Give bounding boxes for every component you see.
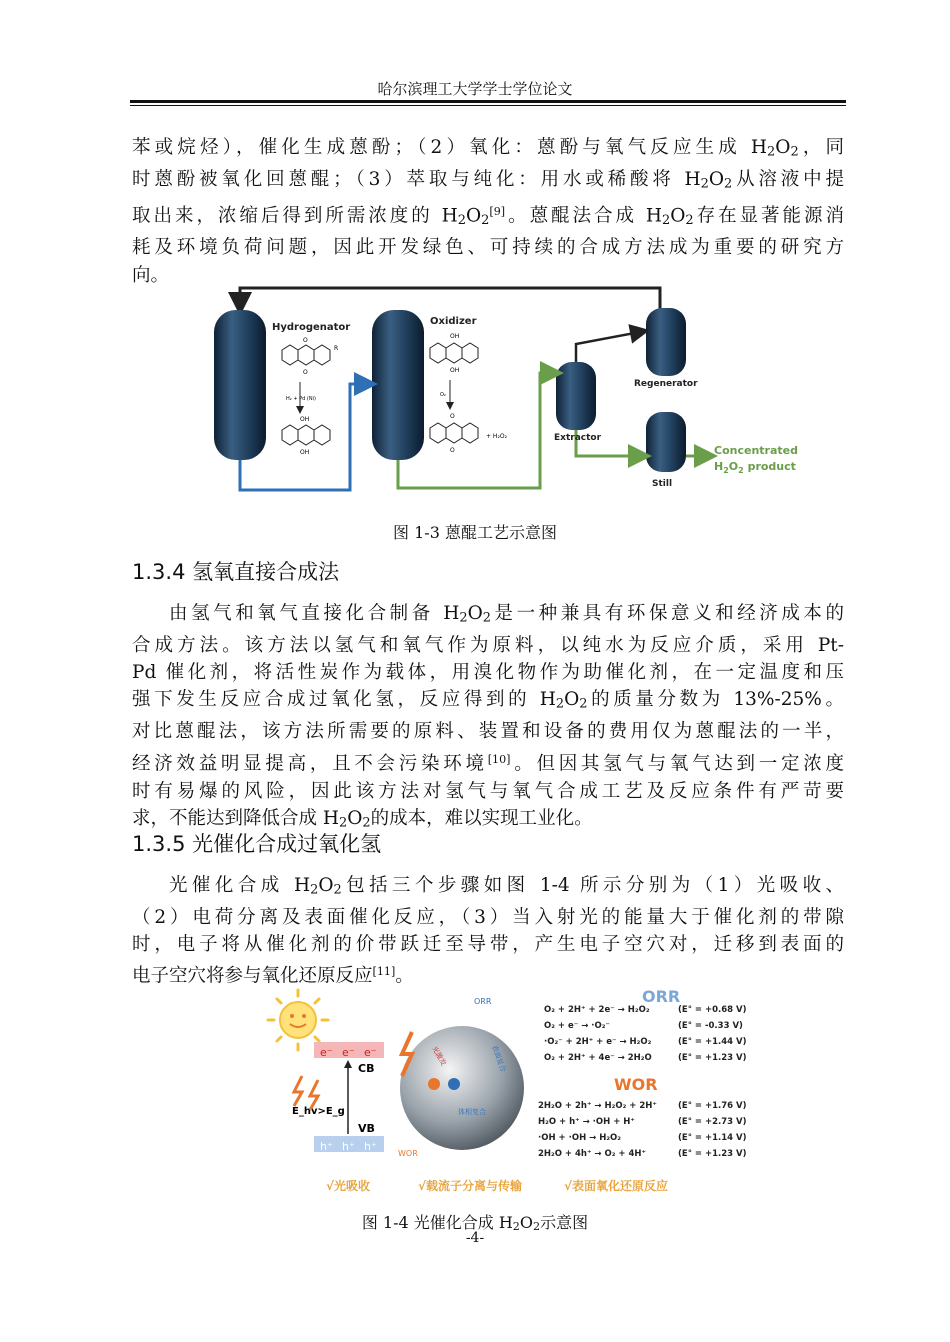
- svg-text:H₂O + h⁺ → ·OH + H⁺: H₂O + h⁺ → ·OH + H⁺: [538, 1117, 635, 1127]
- anthrahydroquinone-molecule: [282, 425, 330, 445]
- svg-text:2H₂O + 2h⁺ → H₂O₂ + 2H⁺: 2H₂O + 2h⁺ → H₂O₂ + 2H⁺: [538, 1101, 657, 1111]
- regenerator-tank: [646, 308, 686, 376]
- extractor-tank: [556, 362, 596, 430]
- svg-text:OH: OH: [450, 333, 460, 340]
- svg-text:O: O: [450, 447, 455, 454]
- svg-text:R: R: [334, 345, 339, 352]
- svg-text:(E° = +2.73 V): (E° = +2.73 V): [678, 1117, 747, 1127]
- svg-text:(E° = +1.14 V): (E° = +1.14 V): [678, 1133, 747, 1143]
- svg-text:O₂ + e⁻ → ·O₂⁻: O₂ + e⁻ → ·O₂⁻: [544, 1021, 610, 1031]
- svg-text:(E° = +1.23 V): (E° = +1.23 V): [678, 1149, 747, 1159]
- svg-text:√载流子分离与传输: √载流子分离与传输: [418, 1179, 523, 1193]
- photocatalysis-figure: [262, 984, 772, 1196]
- section-134-heading: 1.3.4 氢氧直接合成法: [132, 560, 340, 584]
- svg-text:WOR: WOR: [614, 1075, 658, 1094]
- svg-text:h⁺: h⁺: [342, 1140, 355, 1153]
- svg-text:ORR: ORR: [642, 987, 681, 1006]
- svg-text:H2O2 product: $H_2O_2$ product: [714, 460, 796, 475]
- oxidizer-tank: [372, 310, 424, 460]
- svg-text:(E° = +1.23 V): (E° = +1.23 V): [678, 1053, 747, 1063]
- svg-text:e⁻: e⁻: [320, 1046, 333, 1059]
- svg-text:√光吸收: √光吸收: [326, 1179, 371, 1193]
- catalyst-particle: [400, 1026, 524, 1150]
- svg-text:O₂ + 2H⁺ + 2e⁻ → H₂O₂: O₂ + 2H⁺ + 2e⁻ → H₂O₂: [544, 1005, 650, 1015]
- hydrogenator-tank: [214, 310, 266, 460]
- svg-text:e⁻: e⁻: [342, 1046, 355, 1059]
- svg-text:CB: CB: [358, 1062, 375, 1075]
- figure4-caption: 图 1-4 光催化合成 $H_2O_2$示意图: [361, 1213, 589, 1234]
- light-bolt-icon: [294, 1076, 302, 1106]
- orr-reactions: [544, 1005, 747, 1063]
- svg-text:Concentrated: Concentrated: [714, 444, 798, 457]
- section-134-paragraph: 由氢气和氧气直接化合制备 $H_2O_2$是一种兼具有环保意义和经济成本的 合成方法。该方法以氢气和氧气作为原料，以纯水为反应介质，采用 Pt- Pd 催化剂，将活性炭作为载体，用溴化物作为助催化剂，在一定温度和压 强下发生反应合成过氧化氢，反应得到的 $H_2O_2$的质量分数为 13%-25%。 对比蒽醌法，该方法所需要的原料、装置和设备的费用仅为蒽醌法的一半， 经济效益明显提高，且不会污染环境[10]。但因其氢气与氧气达到一定浓度 时有易爆的风险，因此该方法对氢气与氧气合成工艺及反应条件有严苛要 求，不能达到降低合成 $H_2O_2$的成本，难以实现工业化。: [132, 603, 845, 831]
- svg-text:ORR: ORR: [474, 997, 492, 1006]
- svg-text:Hydrogenator: Hydrogenator: [272, 322, 351, 333]
- svg-text:h⁺: h⁺: [320, 1140, 333, 1153]
- extractor-to-regenerator: [576, 332, 640, 362]
- svg-text:WOR: WOR: [398, 1149, 418, 1158]
- svg-text:OH: OH: [300, 416, 310, 423]
- anthraquinone-molecule: [282, 345, 330, 365]
- wor-reactions: [538, 1101, 747, 1159]
- svg-text:O: O: [450, 413, 455, 420]
- svg-text:体相复合: 体相复合: [458, 1108, 486, 1116]
- header-rule-thin: [130, 105, 846, 106]
- svg-text:√表面氧化还原反应: √表面氧化还原反应: [564, 1179, 669, 1193]
- recycle-line: [240, 288, 660, 318]
- header-rule-thick: [130, 100, 846, 103]
- svg-text:O₂: O₂: [440, 392, 446, 398]
- svg-text:表面复合: 表面复合: [490, 1043, 508, 1073]
- svg-text:OH: OH: [300, 449, 310, 456]
- svg-text:O: O: [303, 337, 308, 344]
- page-number: -4-: [465, 1230, 485, 1246]
- svg-text:e⁻: e⁻: [364, 1046, 377, 1059]
- page-header: 哈尔滨理工大学学士学位论文: [377, 80, 573, 98]
- svg-text:E_hv>E_g: E_hv>E_g: [292, 1106, 345, 1117]
- svg-text:Still: Still: [652, 479, 673, 489]
- figure3-caption: 图 1-3 蒽醌工艺示意图: [393, 523, 557, 542]
- svg-text:OH: OH: [450, 367, 460, 374]
- svg-text:H₂ + Pd (Ni): H₂ + Pd (Ni): [286, 396, 316, 402]
- svg-text:Extractor: Extractor: [554, 433, 602, 443]
- svg-text:(E° = +0.68 V): (E° = +0.68 V): [678, 1005, 747, 1015]
- svg-text:光激发: 光激发: [430, 1045, 448, 1068]
- svg-text:Oxidizer: Oxidizer: [430, 316, 477, 327]
- section-135-heading: 1.3.5 光催化合成过氧化氢: [132, 832, 382, 856]
- section-135-paragraph: 光催化合成 $H_2O_2$包括三个步骤如图 1-4 所示分别为（1）光吸收、 （2）电荷分离及表面催化反应，（3）当入射光的能量大于催化剂的带隙 时，电子将从催化剂的价带跃迁至导带，产生电子空穴对，迁移到表面的 电子空穴将参与氧化还原反应[11]。: [132, 875, 844, 988]
- oxidizer-molecule-bottom: [430, 423, 478, 443]
- svg-text:·OH + ·OH → H₂O₂: ·OH + ·OH → H₂O₂: [538, 1133, 622, 1143]
- svg-text:O₂ + 2H⁺ + 4e⁻ → 2H₂O: O₂ + 2H⁺ + 4e⁻ → 2H₂O: [544, 1053, 652, 1063]
- still-tank: [646, 412, 686, 472]
- svg-text:O: O: [303, 369, 308, 376]
- svg-text:+ H₂O₂: + H₂O₂: [486, 433, 507, 440]
- svg-text:(E° = +1.76 V): (E° = +1.76 V): [678, 1101, 747, 1111]
- svg-text:(E° = -0.33 V): (E° = -0.33 V): [678, 1021, 743, 1031]
- oxidizer-molecule-top: [430, 343, 478, 363]
- svg-text:2H₂O + 4h⁺ → O₂ + 4H⁺: 2H₂O + 4h⁺ → O₂ + 4H⁺: [538, 1149, 647, 1159]
- intro-paragraph: 苯或烷烃），催化生成蒽酚；（2）氧化：蒽酚与氧气反应生成 $H_2O_2$，同 时蒽酚被氧化回蒽醌；（3）萃取与纯化：用水或稀酸将 $H_2O_2$从溶液中提 取出来，浓缩后得到所需浓度的 $H_2O_2[9]$。蒽醌法合成 $H_2O_2$存在显著能源消 耗及环境负荷问题，因此开发绿色、可持续的合成方法成为重要的研究方 向。: [132, 137, 844, 286]
- anthraquinone-process-figure: [200, 278, 820, 500]
- svg-text:VB: VB: [358, 1122, 375, 1135]
- svg-text:·O₂⁻ + 2H⁺ + e⁻ → H₂O₂: ·O₂⁻ + 2H⁺ + e⁻ → H₂O₂: [544, 1037, 652, 1047]
- svg-text:Regenerator: Regenerator: [634, 379, 698, 389]
- svg-text:h⁺: h⁺: [364, 1140, 377, 1153]
- sun-icon: [268, 990, 328, 1050]
- svg-text:(E° = +1.44 V): (E° = +1.44 V): [678, 1037, 747, 1047]
